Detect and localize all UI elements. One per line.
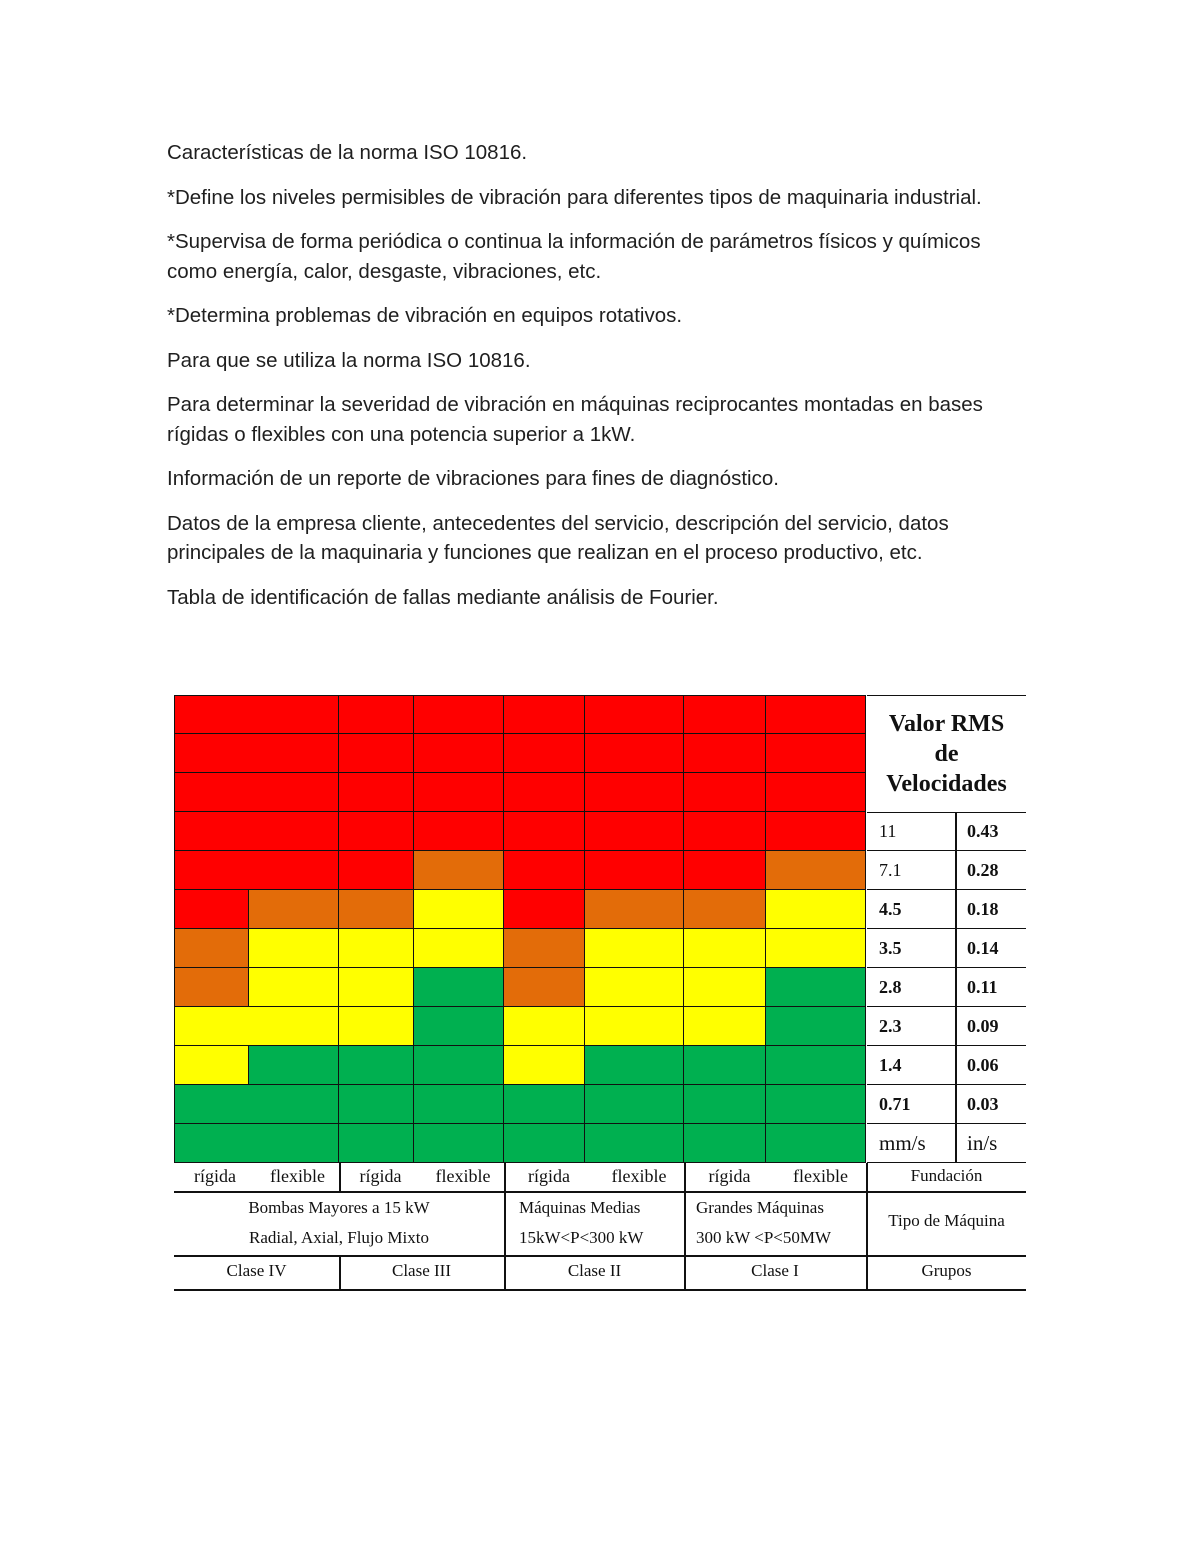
rms-in-value: 0.28 [957,851,1026,890]
machine-type-large-line1: Grandes Máquinas [696,1198,824,1217]
heading-usage: Para que se utiliza la norma ISO 10816. [167,348,531,372]
severity-cell [339,851,414,890]
severity-cell [249,851,339,890]
severity-cell [684,695,766,734]
class-iii: Clase III [391,1261,451,1280]
rule-v-class-3 [684,1256,686,1290]
severity-cell [766,812,866,851]
heading-report: Información de un reporte de vibraciones para fines de diagnóstico. [167,467,779,490]
paragraph-supervisa: *Supervisa de forma periódica o continua la información de parámetros físicos y químicos como energía, calor, desgaste, vibraciones, etc. [167,230,981,283]
severity-cell [504,695,585,734]
foundation-cell: rígida [708,1166,751,1186]
rms-mm-value: 2.8 [867,968,956,1007]
severity-cell [339,929,414,968]
severity-cell [174,1124,249,1163]
rule-v-class-2 [504,1256,506,1290]
paragraph-usage: Para determinar la severidad de vibración en máquinas reciprocantes montadas en bases rígidas o flexibles con una potencia superior a 1kW. [167,393,983,446]
severity-cell [339,1046,414,1085]
severity-cell [684,812,766,851]
rms-mm-value: 4.5 [867,890,956,929]
severity-cell [766,851,866,890]
severity-cell [766,773,866,812]
severity-cell [684,968,766,1007]
machine-type-large-pumps-line1: Bombas Mayores a 15 kW [248,1198,430,1217]
severity-cell [766,1085,866,1124]
class-iv: Clase IV [226,1261,287,1280]
rule-v-foundation-4 [866,1163,868,1191]
foundation-cell: flexible [793,1166,848,1186]
severity-cell [585,1046,684,1085]
severity-cell [766,1046,866,1085]
severity-cell [414,890,504,929]
severity-cell [504,1124,585,1163]
severity-cell [504,968,585,1007]
severity-cell [339,1007,414,1046]
severity-cell [585,812,684,851]
heading-table: Tabla de identificación de fallas mediante análisis de Fourier. [167,585,719,609]
rule-v-machine-2 [684,1192,686,1256]
severity-cell [339,968,414,1007]
severity-cell [249,968,339,1007]
rms-in-value: 0.11 [957,968,1026,1007]
rms-value-header [867,695,1026,813]
severity-cell [684,1124,766,1163]
rule-v-machine-3 [866,1192,868,1256]
severity-cell [684,890,766,929]
paragraph-determina: *Determina problemas de vibración en equipos rotativos. [167,304,683,327]
severity-cell [585,734,684,773]
severity-cell [414,1046,504,1085]
rms-mm-value: 3.5 [867,929,956,968]
machine-type-medium-line2: 15kW<P<300 kW [519,1228,644,1247]
rule-v-foundation-1 [339,1163,341,1191]
severity-cell [766,1124,866,1163]
rule-v-class-4 [866,1256,868,1290]
severity-cell [684,734,766,773]
machine-type-label: Tipo de Máquina [888,1211,1005,1230]
severity-cell [339,1085,414,1124]
severity-cell [684,1085,766,1124]
severity-cell [585,773,684,812]
rms-in-value: 0.18 [957,890,1026,929]
rms-in-value: 0.14 [957,929,1026,968]
vibration-severity-table [174,695,1026,1291]
severity-cell [504,1085,585,1124]
severity-cell [504,851,585,890]
rms-in-value: 0.03 [957,1085,1026,1124]
severity-cell [504,773,585,812]
foundation-cell: flexible [611,1166,667,1186]
severity-cell [174,812,249,851]
severity-cell [249,1124,339,1163]
severity-cell [339,890,414,929]
severity-cell [339,734,414,773]
severity-cell [174,773,249,812]
rule-v-foundation-3 [684,1163,686,1191]
severity-cell [414,734,504,773]
severity-cell [249,812,339,851]
severity-cell [766,734,866,773]
unit-mm-s: mm/s [867,1124,956,1163]
severity-cell [585,695,684,734]
rule-foundation-bottom [174,1191,1026,1193]
severity-cell [504,890,585,929]
paragraph-report: Datos de la empresa cliente, antecedentes del servicio, descripción del servicio, datos principales de la maquinaria y funciones que realizan en el proceso productivo, etc. [167,511,949,564]
severity-cell [684,1046,766,1085]
severity-cell [174,929,249,968]
rms-mm-value: 7.1 [867,851,956,890]
class-ii: Clase II [567,1261,622,1280]
severity-cell [249,773,339,812]
severity-cell [174,734,249,773]
rms-mm-value: 1.4 [867,1046,956,1085]
values-column-divider [955,812,957,1163]
severity-cell [339,812,414,851]
foundation-cell: rígida [528,1166,570,1186]
document-body [167,138,1027,627]
severity-cell [174,890,249,929]
severity-cell [504,929,585,968]
groups-label: Grupos [921,1261,972,1280]
severity-cell [339,695,414,734]
severity-cell [414,695,504,734]
severity-cell [174,968,249,1007]
rms-mm-value: 11 [867,812,956,851]
paragraph-define: *Define los niveles permisibles de vibración para diferentes tipos de maquinaria industrial. [167,185,982,209]
severity-cell [249,734,339,773]
severity-cell [174,1046,249,1085]
foundation-cell: rígida [194,1166,236,1186]
class-i: Clase I [751,1261,799,1280]
severity-cell [414,1124,504,1163]
severity-cell [414,1007,504,1046]
severity-cell [339,773,414,812]
severity-cell [684,851,766,890]
foundation-cell: flexible [435,1166,491,1186]
severity-cell [174,1007,249,1046]
severity-cell [766,890,866,929]
severity-cell [174,851,249,890]
severity-cell [339,1124,414,1163]
severity-cell [504,734,585,773]
machine-type-medium-line1: Máquinas Medias [519,1198,641,1217]
severity-cell [414,1085,504,1124]
rule-v-machine-1 [504,1192,506,1256]
severity-cell [585,1085,684,1124]
severity-cell [249,1085,339,1124]
rule-v-foundation-2 [504,1163,506,1191]
rule-table-bottom [174,1289,1026,1291]
severity-cell [249,695,339,734]
rule-v-class-1 [339,1256,341,1290]
severity-cell [414,851,504,890]
machine-type-large-pumps [174,1193,504,1255]
rms-mm-value: 0.71 [867,1085,956,1124]
unit-in-s: in/s [957,1124,1026,1163]
severity-cell [414,929,504,968]
severity-cell [249,929,339,968]
severity-cell [585,929,684,968]
severity-cell [174,695,249,734]
machine-type-large-pumps-line2: Radial, Axial, Flujo Mixto [249,1228,429,1247]
severity-cell [585,890,684,929]
severity-cell [585,851,684,890]
severity-cell [585,1007,684,1046]
severity-cell [249,1007,339,1046]
foundation-cell: rígida [359,1166,402,1186]
rms-in-value: 0.43 [957,812,1026,851]
severity-cell [766,695,866,734]
severity-cell [766,968,866,1007]
severity-cell [504,1007,585,1046]
foundation-cell: flexible [270,1166,325,1186]
severity-cell [414,968,504,1007]
machine-type-large [684,1193,866,1255]
severity-cell [684,929,766,968]
heading-characteristics: Características de la norma ISO 10816. [167,141,528,164]
severity-cell [249,890,339,929]
severity-cell [766,929,866,968]
rms-in-value: 0.06 [957,1046,1026,1085]
severity-cell [585,968,684,1007]
rms-value-header-text: Valor RMS de Velocidades [886,711,1007,797]
severity-cell [504,812,585,851]
severity-cell [684,1007,766,1046]
severity-cell [766,1007,866,1046]
foundation-label: Fundación [910,1166,983,1185]
machine-type-medium [505,1193,684,1255]
severity-cell [504,1046,585,1085]
severity-cell [414,812,504,851]
severity-cell [414,773,504,812]
rule-machine-bottom [174,1255,1026,1257]
severity-cell [684,773,766,812]
machine-type-large-line2: 300 kW <P<50MW [696,1228,832,1247]
rms-in-value: 0.09 [957,1007,1026,1046]
severity-cell [174,1085,249,1124]
severity-cell [585,1124,684,1163]
rms-mm-value: 2.3 [867,1007,956,1046]
severity-cell [249,1046,339,1085]
